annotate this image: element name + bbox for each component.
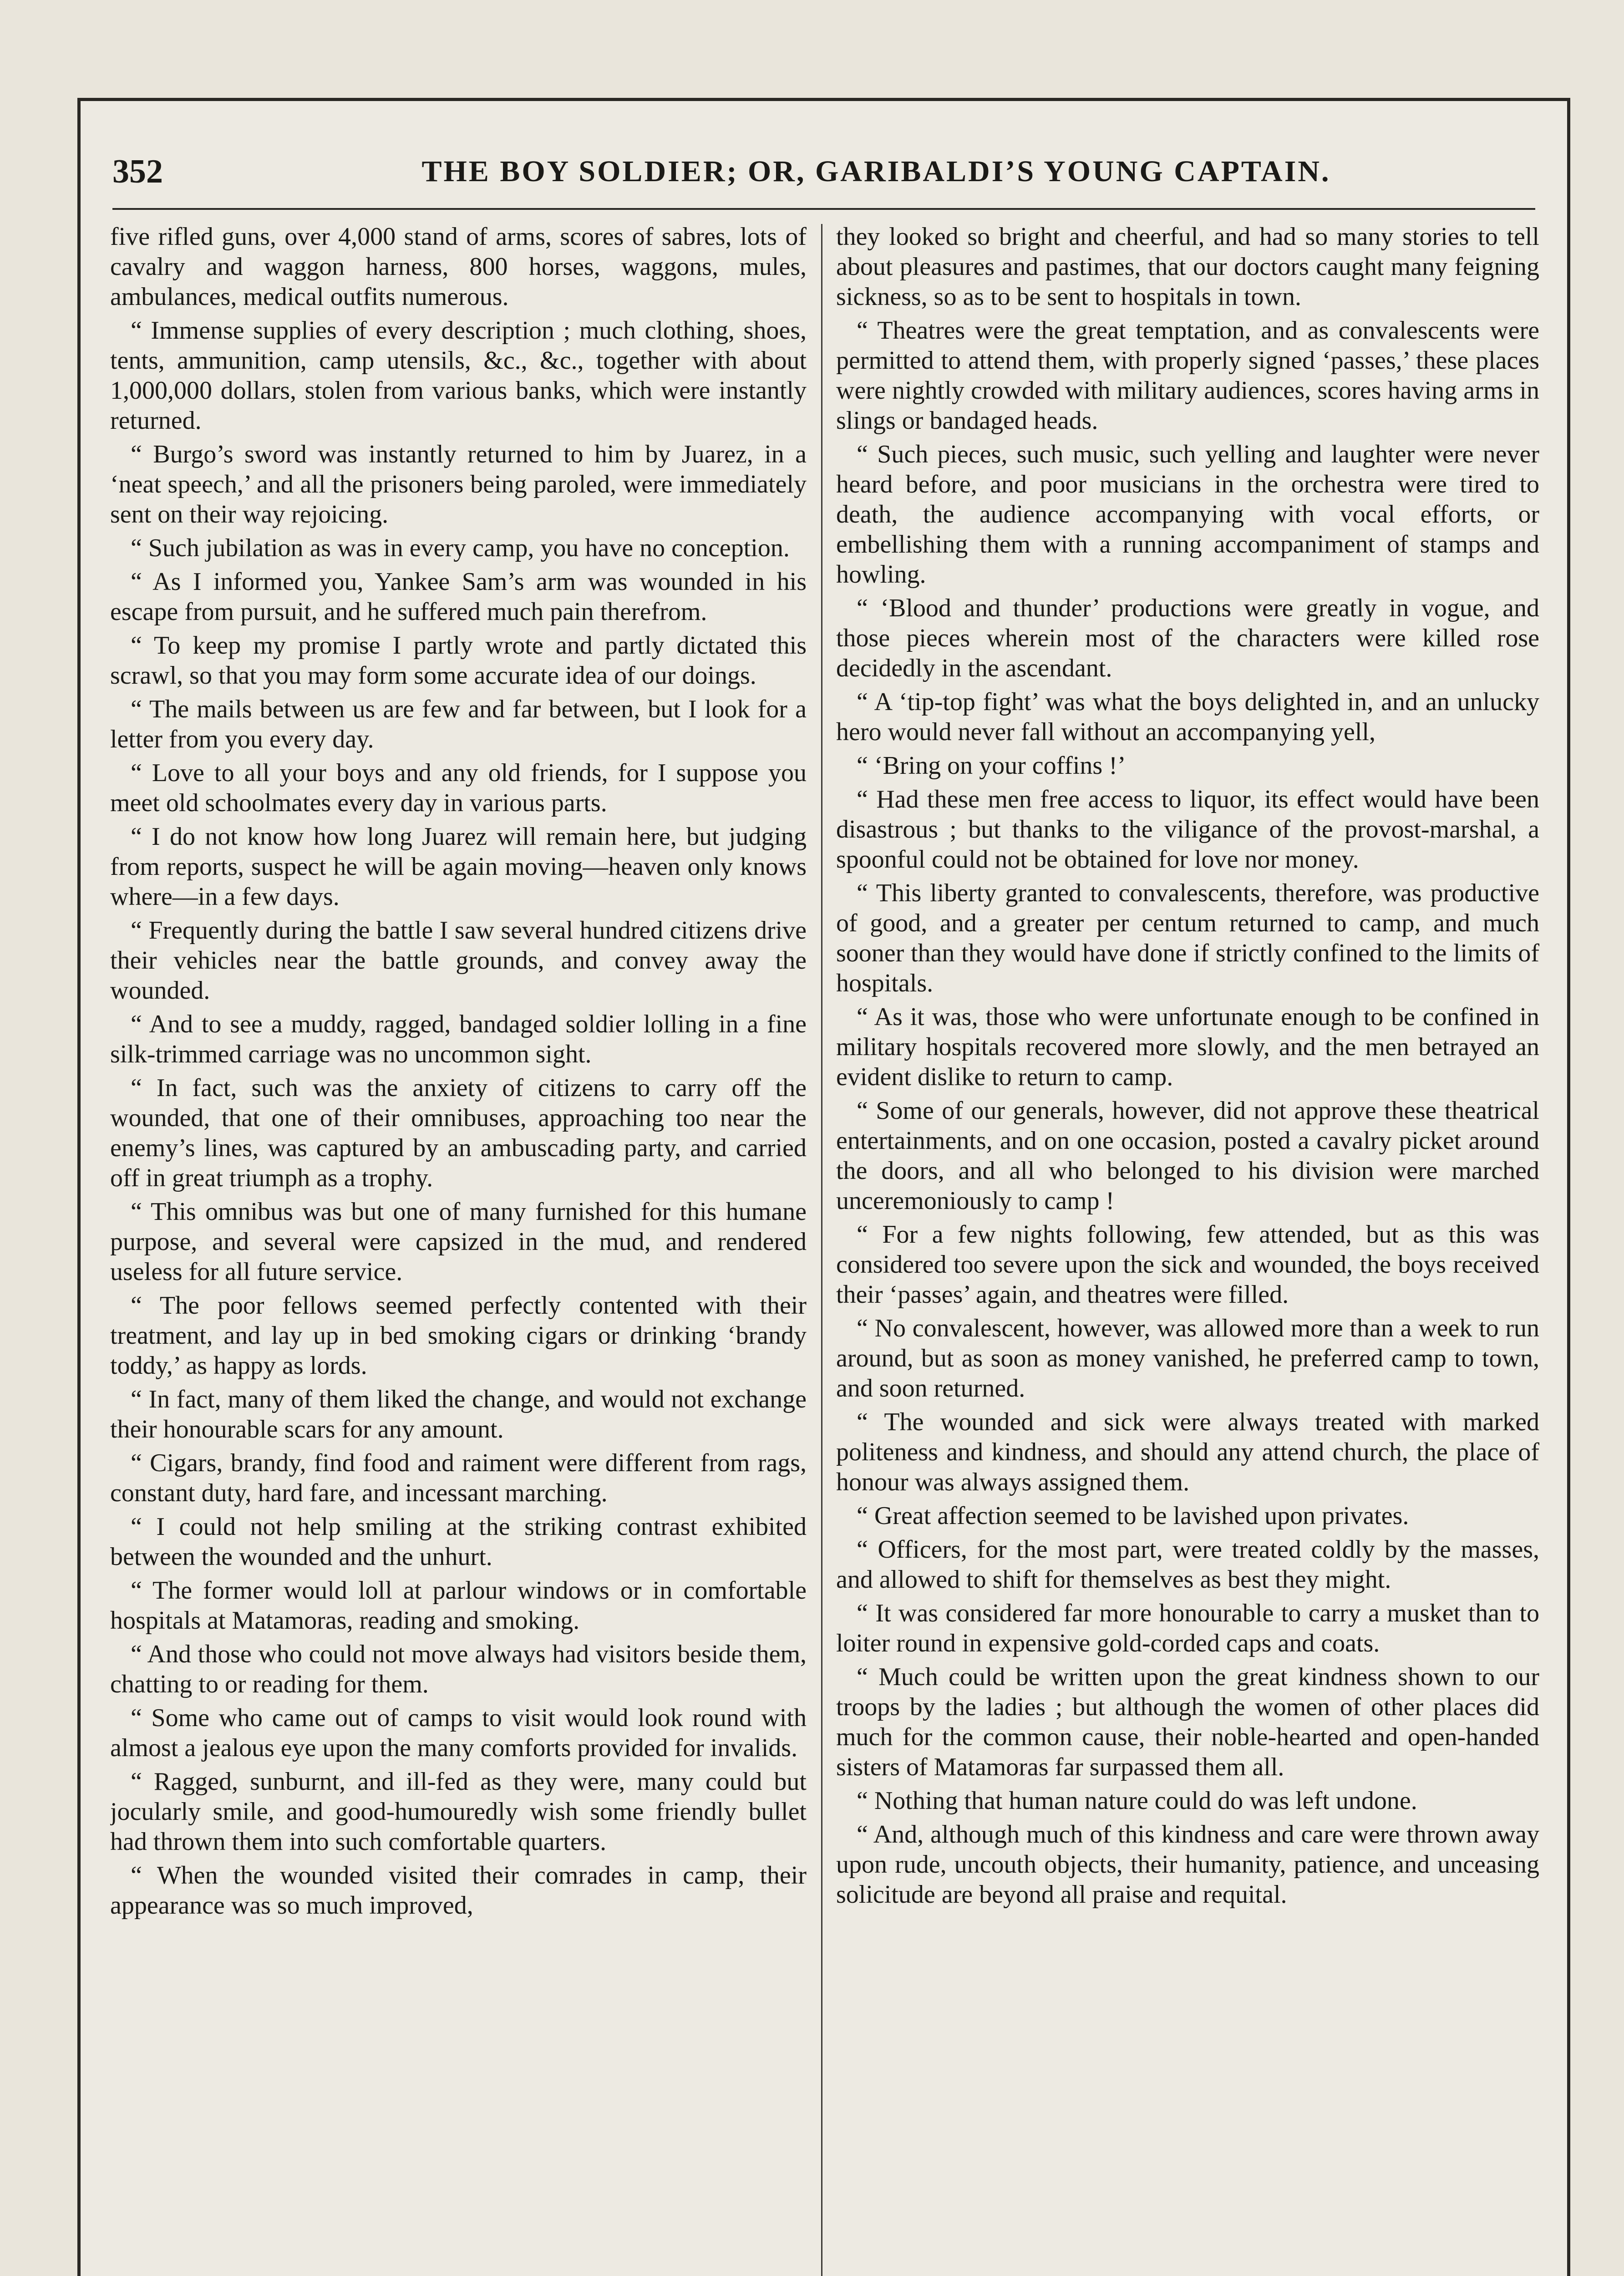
paragraph: “ This omnibus was but one of many furnished for this humane purpose, and several were capsized in the mud, and rendered useless for all future service. [110, 1198, 807, 1286]
paragraph: “ Love to all your boys and any old friends, for I suppose you meet old schoolmates every day in various parts. [110, 759, 807, 817]
paragraph: they looked so bright and cheerful, and had so many stories to tell about pleasures and pastimes, that our doctors caught many feigning sickness, so as to be sent to hospitals in town. [836, 223, 1539, 311]
paragraph: “ And to see a muddy, ragged, bandaged soldier lolling in a fine silk-trimmed carriage was no uncommon sight. [110, 1010, 807, 1068]
paragraph: “ Such jubilation as was in every camp, you have no conception. [131, 534, 790, 562]
paragraph: “ A ‘tip-top fight’ was what the boys delighted in, and an unlucky hero would never fall without an accompanying yell, [836, 688, 1539, 746]
paragraph: “ In fact, many of them liked the change, and would not exchange their honourable scars for any amount. [110, 1385, 807, 1443]
paragraph: five rifled guns, over 4,000 stand of arms, scores of sabres, lots of cavalry and waggon harness, 800 horses, waggons, mules, ambulances, medical outfits numerous. [110, 223, 807, 311]
paragraph: “ Immense supplies of every description ; much clothing, shoes, tents, ammunition, camp utensils, &c., &c., together with about 1,000,000 dollars, stolen from various banks, which were instantly returned. [110, 316, 807, 435]
paragraph: “ No convalescent, however, was allowed more than a week to run around, but as soon as money vanished, he preferred camp to town, and soon returned. [836, 1314, 1539, 1402]
paragraph: “ Nothing that human nature could do was left undone. [857, 1787, 1417, 1815]
paragraph: “ Officers, for the most part, were treated coldly by the masses, and allowed to shift for themselves as best they might. [836, 1535, 1539, 1594]
paragraph: “ And, although much of this kindness and care were thrown away upon rude, uncouth objects, their humanity, patience, and unceasing solicitude are beyond all praise and requital. [836, 1820, 1539, 1909]
paragraph: “ It was considered far more honourable to carry a musket than to loiter round in expensive gold-corded caps and coats. [836, 1599, 1539, 1657]
paragraph: “ ‘Bring on your coffins !’ [857, 752, 1126, 780]
paragraph: “ Frequently during the battle I saw several hundred citizens drive their vehicles near the battle grounds, and convey away the wounded. [110, 916, 807, 1005]
paragraph: “ This liberty granted to convalescents, therefore, was productive of good, and a greater per centum returned to camp, and much sooner than they would have done if strictly confined to the limits of hospitals. [836, 879, 1539, 997]
paragraph: “ For a few nights following, few attended, but as this was considered too severe upon the sick and wounded, the boys received their ‘passes’ again, and theatres were filled. [836, 1220, 1539, 1309]
paragraph: “ In fact, such was the anxiety of citizens to carry off the wounded, that one of their omnibuses, approaching too near the enemy’s lines, was captured by an ambuscading party, and carried off in great triumph as a trophy. [110, 1074, 807, 1192]
paragraph: “ And those who could not move always had visitors beside them, chatting to or reading for them. [110, 1640, 807, 1698]
paragraph: “ As I informed you, Yankee Sam’s arm was wounded in his escape from pursuit, and he suffered much pain therefrom. [110, 568, 807, 626]
paragraph: “ When the wounded visited their comrades in camp, their appearance was so much improved, [110, 1861, 807, 1920]
paragraph: “ Much could be written upon the great kindness shown to our troops by the ladies ; but although the women of other places did much for the common cause, their noble-hearted and open-handed sisters of Matamoras far surpassed them all. [836, 1663, 1539, 1781]
paragraph: “ I do not know how long Juarez will remain here, but judging from reports, suspect he will be again moving—heaven only knows where—in a few days. [110, 823, 807, 911]
paragraph: “ Ragged, sunburnt, and ill-fed as they were, many could but jocularly smile, and good-humouredly wish some friendly bullet had thrown them into such comfortable quarters. [110, 1768, 807, 1856]
page-number: 352 [112, 152, 163, 190]
paragraph: “ The wounded and sick were always treated with marked politeness and kindness, and should any attend church, the place of honour was always assigned them. [836, 1408, 1539, 1496]
paragraph: “ Burgo’s sword was instantly returned to him by Juarez, in a ‘neat speech,’ and all the prisoners being paroled, were immediately sent on their way rejoicing. [110, 440, 807, 528]
paragraph: “ The mails between us are few and far between, but I look for a letter from you every day. [110, 695, 807, 753]
paragraph: “ The poor fellows seemed perfectly contented with their treatment, and lay up in bed smoking cigars or drinking ‘brandy toddy,’ as happy as lords. [110, 1291, 807, 1380]
paragraph: “ Such pieces, such music, such yelling and laughter were never heard before, and poor musicians in the orchestra were tired to death, the audience accompanying with vocal efforts, or embellishing them with a running accompaniment of stamps and howling. [836, 440, 1539, 589]
paragraph: “ I could not help smiling at the striking contrast exhibited between the wounded and the unhurt. [110, 1513, 807, 1571]
paragraph: “ Theatres were the great temptation, and as convalescents were permitted to attend them, with properly signed ‘passes,’ these places were nightly crowded with military audiences, scores having arms in slings or bandaged heads. [836, 316, 1539, 435]
paragraph: “ ‘Blood and thunder’ productions were greatly in vogue, and those pieces wherein most of the characters were killed rose decidedly in the ascendant. [836, 594, 1539, 682]
column-divider [821, 224, 822, 2276]
paragraph: “ As it was, those who were unfortunate enough to be confined in military hospitals recovered more slowly, and the men betrayed an evident dislike to return to camp. [836, 1003, 1539, 1091]
header-rule [112, 208, 1535, 210]
running-title: THE BOY SOLDIER; OR, GARIBALDI’S YOUNG CAPTAIN. [421, 155, 1331, 188]
page-header [112, 147, 1535, 197]
paragraph: “ Cigars, brandy, find food and raiment were different from rags, constant duty, hard fare, and incessant marching. [110, 1449, 807, 1507]
paragraph: “ To keep my promise I partly wrote and partly dictated this scrawl, so that you may form some accurate idea of our doings. [110, 631, 807, 690]
paragraph: “ Some who came out of camps to visit would look round with almost a jealous eye upon the many comforts provided for invalids. [110, 1704, 807, 1762]
left-column [110, 222, 807, 2276]
paragraph: “ Some of our generals, however, did not approve these theatrical entertainments, and on one occasion, posted a cavalry picket around the doors, and all who belonged to his division were marched unceremoniously to camp ! [836, 1097, 1539, 1215]
right-column [836, 222, 1539, 2276]
paragraph: “ Had these men free access to liquor, its effect would have been disastrous ; but thanks to the viligance of the provost-marshal, a spoonful could not be obtained for love nor money. [836, 785, 1539, 874]
paragraph: “ The former would loll at parlour windows or in comfortable hospitals at Matamoras, reading and smoking. [110, 1576, 807, 1635]
paragraph: “ Great affection seemed to be lavished upon privates. [857, 1502, 1409, 1530]
printed-page [77, 98, 1570, 2276]
